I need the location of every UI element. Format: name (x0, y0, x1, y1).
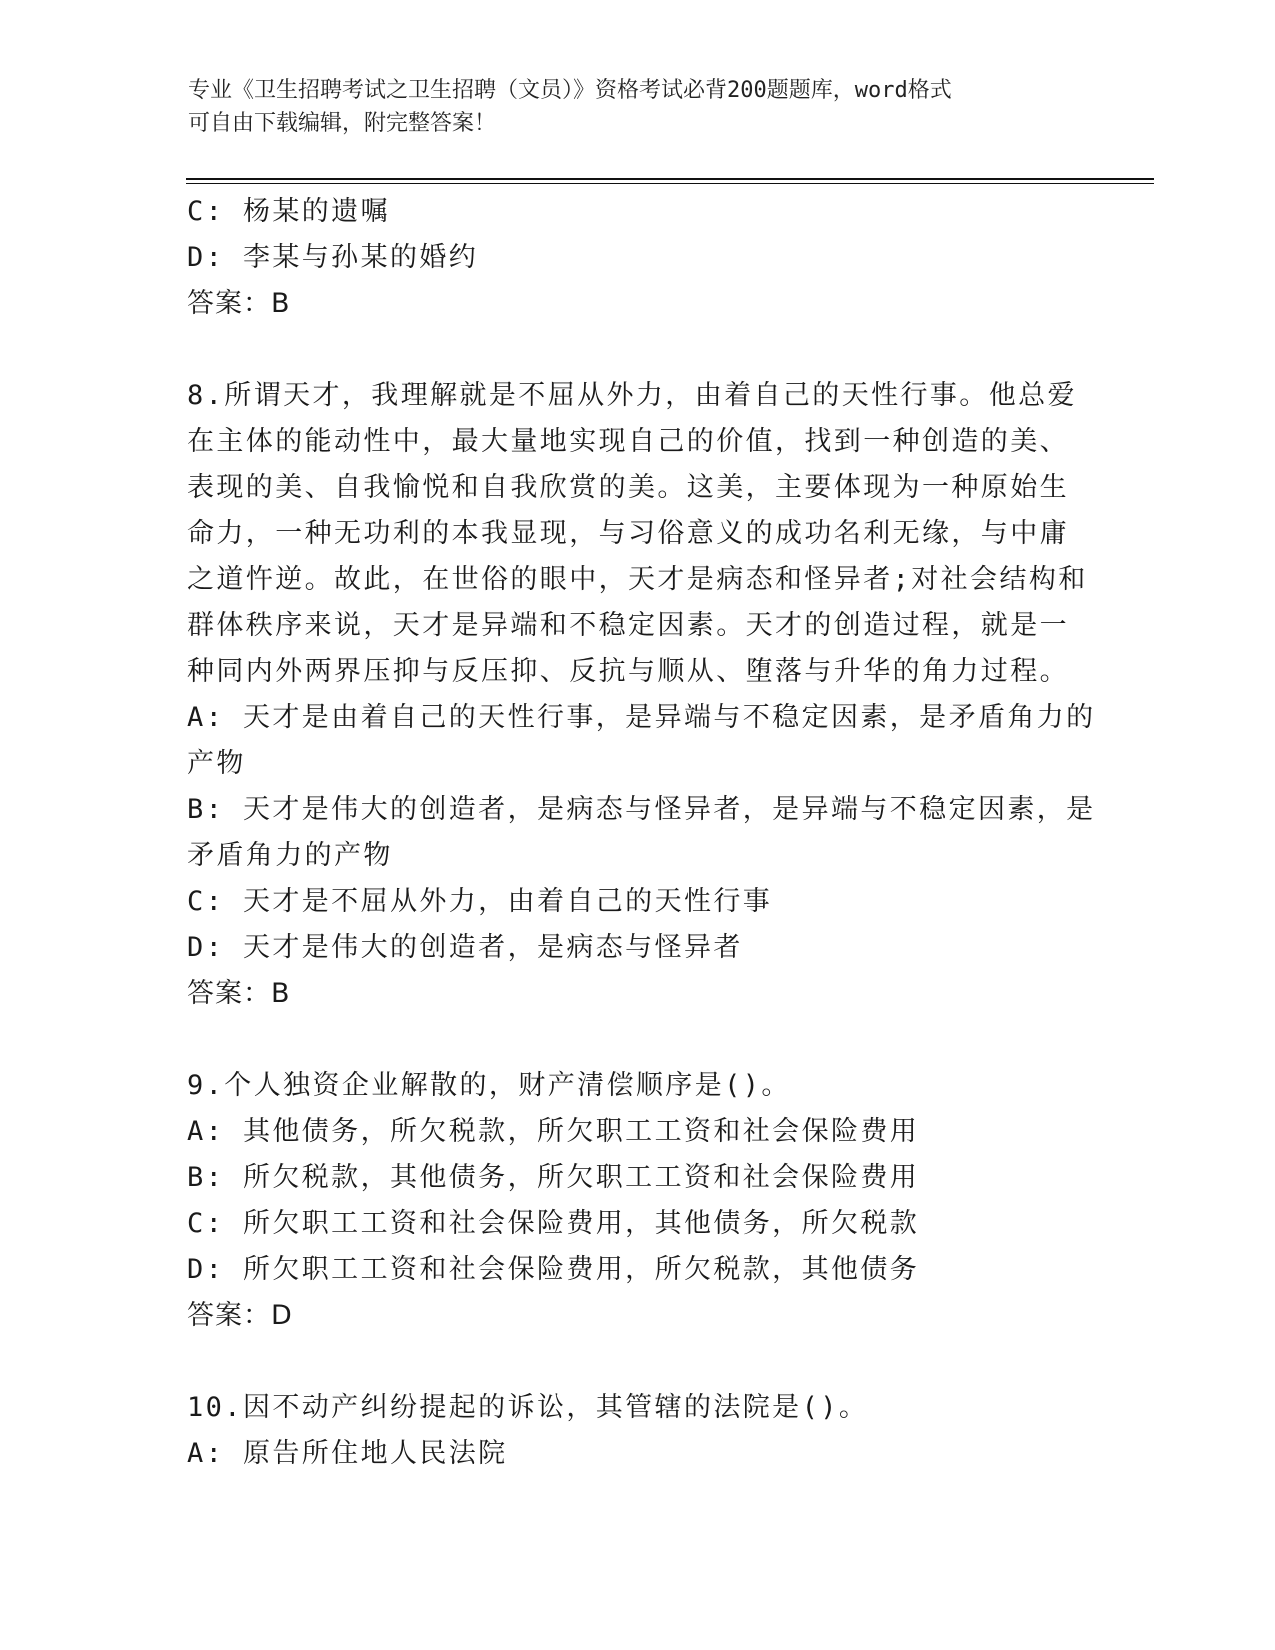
q8-stem-line: 在主体的能动性中，最大量地实现自己的价值，找到一种创造的美、 (187, 426, 1069, 457)
q9-option-b: B: 所欠税款，其他债务，所欠职工工资和社会保险费用 (187, 1162, 920, 1193)
q8-option-b-cont: 矛盾角力的产物 (187, 840, 393, 871)
header-line-2: 可自由下载编辑，附完整答案！ (188, 111, 497, 136)
q8-option-d: D: 天才是伟大的创造者，是病态与怪异者 (187, 932, 743, 963)
q8-stem-line: 种同内外两界压抑与反压抑、反抗与顺从、堕落与升华的角力过程。 (187, 656, 1069, 687)
q9-option-c: C: 所欠职工工资和社会保险费用，其他债务，所欠税款 (187, 1208, 920, 1239)
question-list (187, 189, 1096, 1477)
spacer (187, 327, 1087, 373)
document-header (188, 74, 1088, 140)
q10-stem: 10.因不动产纠纷提起的诉讼，其管辖的法院是()。 (187, 1392, 869, 1423)
q8-stem-line: 8.所谓天才，我理解就是不屈从外力，由着自己的天性行事。他总爱 (187, 380, 1077, 411)
header-rule-thick (186, 178, 1154, 180)
q9-option-a: A: 其他债务，所欠税款，所欠职工工资和社会保险费用 (187, 1116, 920, 1147)
q7-answer: 答案：B (187, 288, 291, 319)
q10-option-a: A: 原告所住地人民法院 (187, 1438, 508, 1469)
question-10 (187, 1385, 1087, 1477)
question-8 (187, 373, 1096, 1017)
header-line-1: 专业《卫生招聘考试之卫生招聘（文员）》资格考试必背200题题库，word格式 (188, 78, 952, 103)
q8-option-a-cont: 产物 (187, 748, 246, 779)
q7-option-d: D: 李某与孙某的婚约 (187, 242, 479, 273)
q7-option-c: C: 杨某的遗嘱 (187, 196, 390, 227)
spacer (187, 1017, 1087, 1063)
spacer (187, 1339, 1087, 1385)
q8-stem-line: 群体秩序来说，天才是异端和不稳定因素。天才的创造过程，就是一 (187, 610, 1069, 641)
q9-answer: 答案：D (187, 1300, 293, 1331)
question-7 (187, 189, 1087, 327)
q8-stem-line: 之道忤逆。故此，在世俗的眼中，天才是病态和怪异者;对社会结构和 (187, 564, 1088, 595)
header-rule-thin (186, 183, 1154, 184)
q9-stem: 9.个人独资企业解散的，财产清偿顺序是()。 (187, 1070, 791, 1101)
q8-answer: 答案：B (187, 978, 291, 1009)
q9-option-d: D: 所欠职工工资和社会保险费用，所欠税款，其他债务 (187, 1254, 920, 1285)
q8-option-c: C: 天才是不屈从外力，由着自己的天性行事 (187, 886, 773, 917)
q8-stem-line: 命力，一种无功利的本我显现，与习俗意义的成功名利无缘，与中庸 (187, 518, 1069, 549)
q8-option-b: B: 天才是伟大的创造者，是病态与怪异者，是异端与不稳定因素，是 (187, 794, 1096, 825)
question-9 (187, 1063, 1087, 1339)
q8-stem-line: 表现的美、自我愉悦和自我欣赏的美。这美，主要体现为一种原始生 (187, 472, 1069, 503)
q8-option-a: A: 天才是由着自己的天性行事，是异端与不稳定因素，是矛盾角力的 (187, 702, 1096, 733)
